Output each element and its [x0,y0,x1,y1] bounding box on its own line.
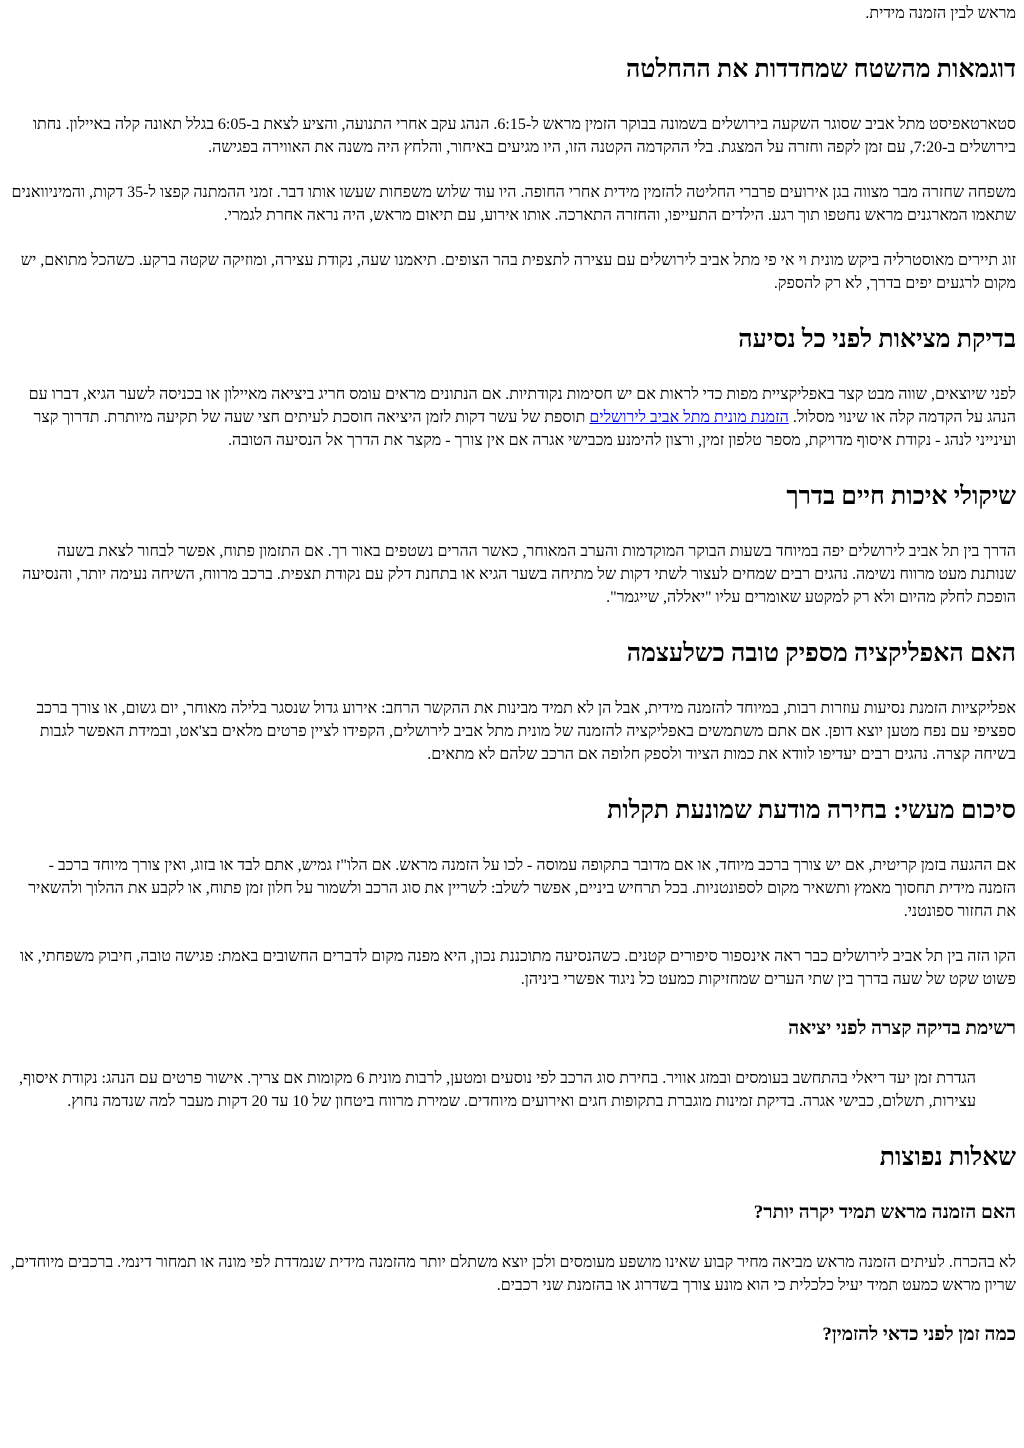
reality-check-paragraph [8,383,1016,452]
faq-question-1: האם הזמנה מראש תמיד יקרה יותר? [753,1202,1016,1223]
reality-check-text-before: לפני שיוצאים, שווה מבט קצר באפליקציית מפות כדי לראות אם יש חסימות נקודתיות. אם הנתונים מראים עומס חריג ביציאה מאיילון או בכניסה לשער הגיא, דברו עם הנהג על הקדמה קלה או שינוי מסלול. [28,386,1016,426]
example-family: משפחה שחזרה מבר מצווה בגן אירועים פרברי החליטה להזמין מידית אחרי החופה. היו עוד שלוש משפחות שעשו אותו דבר. זמני ההמתנה קפצו ל-35 דקות, והמיניוואנים שתאמו המארגנים מראש נחטפו תוך רגע. הילדים התעייפו, והחזרה התארכה. אותו אירוע, עם תיאום מראש, היה נראה אחרת לגמרי. [11,184,1016,224]
quality-paragraph: הדרך בין תל אביב לירושלים יפה במיוחד בשעות הבוקר המוקדמות והערב המאוחר, כאשר ההרים נשטפים באור רך. אם התזמון פתוח, אפשר לבחור לצאת בשעה שנותנת מעט מרווח נשימה. נהגים רבים שמחים לעצור לשתי דקות של מתיחה בשער הגיא או בתחנת דלק עם נקודת תצפית. ברכב מרווח, השיחה נעימה יותר, והנסיעה הופכת לחלק מהיום ולא רק למקטע שאומרים עליו "יאללה, שייגמר". [22,543,1016,606]
examples-heading: דוגמאות מהשטח שמחדדות את ההחלטה [625,56,1016,83]
checklist-text: הגדרת זמן יעד ריאלי בהתחשב בעומסים ובמזג אוויר. בחירת סוג הרכב לפי נוסעים ומטען, לרבות מונית 6 מקומות אם צריך. אישור פרטים עם הנהג: נקודת איסוף, עצירות, תשלום, כבישי אגרה. בדיקת זמינות מוגברת בתקופות חגים ואירועים מיוחדים. שמירת מרווח ביטחון של 10 עד 20 דקות מעבר למה שנדמה נחוץ. [18,1070,976,1110]
summary-paragraph-2: הקו הזה בין תל אביב לירושלים כבר ראה אינספור סיפורים קטנים. כשהנסיעה מתוכננת נכון, היא מפנה מקום לדברים החשובים באמת: פגישה טובה, חיבוק משפחתי, או פשוט שקט של שעה בדרך בין שתי הערים שמחזיקות כמעט כל ניגוד אפשרי ביניהן. [19,948,1016,988]
summary-heading: סיכום מעשי: בחירה מודעת שמונעת תקלות [607,797,1016,824]
example-startup: סטארטאפיסט מתל אביב שסוגר השקעה בירושלים בשמונה בבוקר הזמין מראש ל-6:15. הנהג עקב אחרי התנועה, והציע לצאת ב-6:05 בגלל תאונה קלה באיילון. נחתו בירושלים ב-7:20, עם זמן לקפה וחזרה על המצגת. בלי ההקדמה הקטנה הזו, היו מגיעים באיחור, והלחץ היה משנה את האווירה בפגישה. [32,116,1016,156]
faq-answer-1: לא בהכרח. לעיתים הזמנה מראש מביאה מחיר קבוע שאינו מושפע מעומסים ולכן יוצא משתלם יותר מהזמנה מידית שנמדדת לפי מונה או תמחור דינמי. ברכבים מיוחדים, שריון מראש כמעט תמיד יעיל כלכלית כי הוא מונע צורך בשדרוג או בהזמנת שני רכבים. [10,1254,1016,1294]
app-paragraph: אפליקציות הזמנת נסיעות עוזרות רבות, במיוחד להזמנה מידית, אבל הן לא תמיד מבינות את ההקשר הרחב: אירוע גדול שנסגר בלילה מאוחר, יום גשום, או צורך ברכב ספציפי עם נפח מטען יוצא דופן. אם אתם משתמשים באפליקציה להזמנה של מונית מתל אביב לירושלים, הקפידו לציין פרטים מלאים בצ'אט, ובמידת האפשר לגבות בשיחה קצרה. נהגים רבים יעדיפו לוודא את כמות הציוד ולספק חלופה אם הרכב שלהם לא מתאים. [36,700,1016,763]
faq-question-2: כמה זמן לפני כדאי להזמין? [822,1324,1016,1345]
faq-heading: שאלות נפוצות [879,1144,1016,1171]
reality-check-text-after: תוספת של עשר דקות לזמן היציאה חוסכת לעיתים חצי שעה של תקיעה מיותרת. תדרוך קצר ועינייני לנהג - נקודת איסוף מדויקת, מספר טלפון זמין, ורצון להימנע מכבישי אגרה אם אין צורך - מקצר את הדרך אל הנסיעה הטובה. [33,409,1016,449]
summary-paragraph-1: אם ההגעה בזמן קריטית, אם יש צורך ברכב מיוחד, או אם מדובר בתקופה עמוסה - לכו על הזמנה מראש. אם הלו"ז גמיש, אתם לבד או בזוג, ואין צורך מיוחד ברכב - הזמנה מידית תחסוך מאמץ ותשאיר מקום לספונטניות. בכל תרחיש ביניים, אפשר לשלב: לשריין את סוג הרכב ולשמור על חלון זמן פתוח, או לקבע את ההלוך ולהשאיר את החזור ספונטני. [28,857,1016,920]
reality-check-heading: בדיקת מציאות לפני כל נסיעה [738,326,1016,353]
intro-tail: מראש לבין הזמנה מידית. [865,5,1016,22]
checklist-heading: רשימת בדיקה קצרה לפני יציאה [788,1018,1016,1039]
app-heading: האם האפליקציה מספיק טובה כשלעצמה [626,640,1016,667]
example-tourists: זוג תיירים מאוסטרליה ביקש מונית וי אי פי מתל אביב לירושלים עם עצירה לתצפית בהר הצופים. תיאמנו שעה, נקודת עצירה, ומוזיקה שקטה ברקע. כשהכל מתואם, יש מקום לרגעים יפים בדרך, לא רק להספק. [20,252,1016,292]
quality-heading: שיקולי איכות חיים בדרך [786,483,1016,510]
taxi-booking-link[interactable]: הזמנת מונית מתל אביב לירושלים [589,409,789,426]
